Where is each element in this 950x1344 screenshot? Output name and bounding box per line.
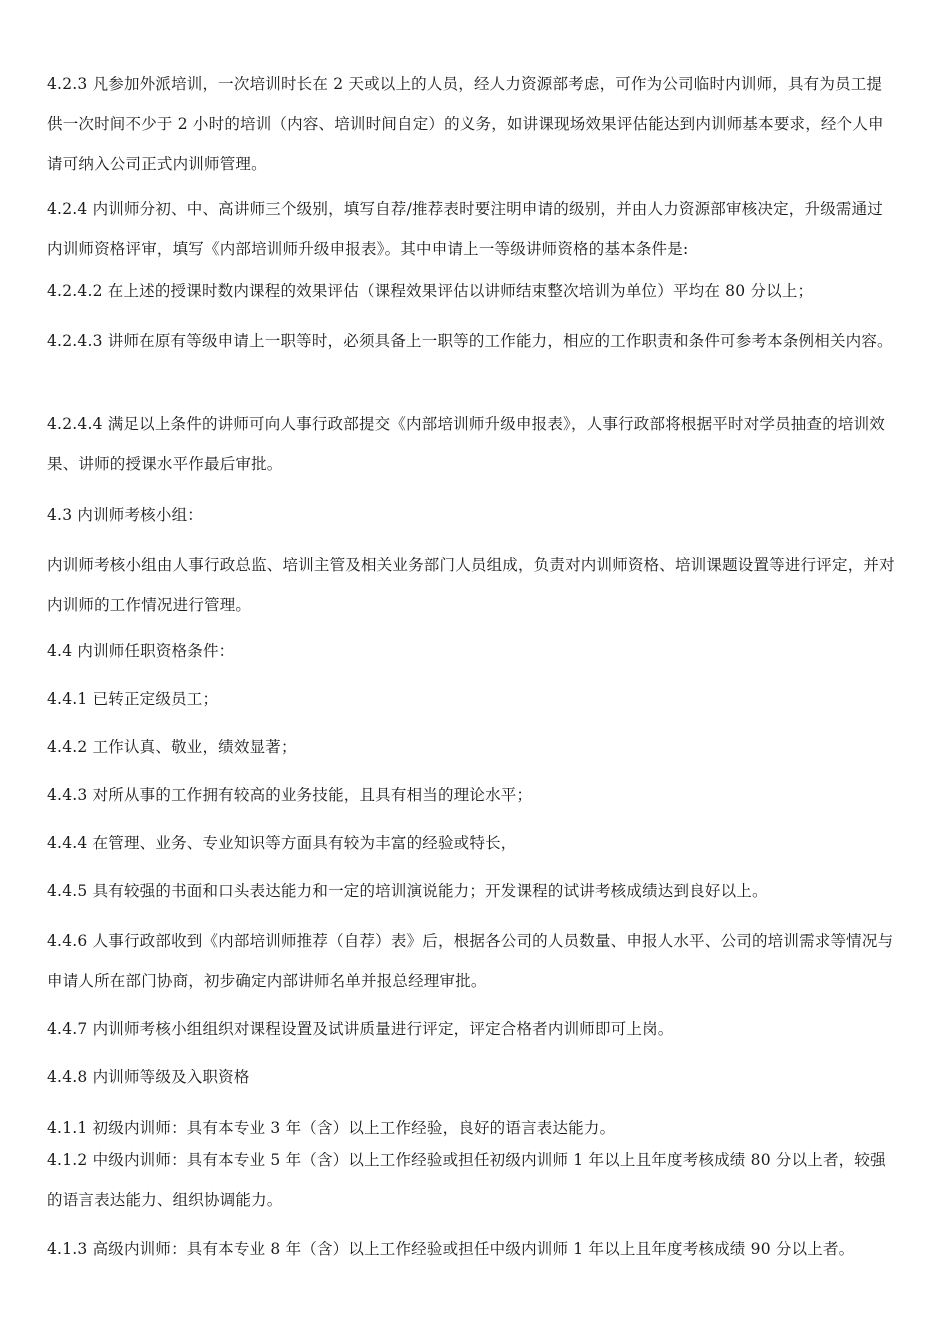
paragraph-4-4-2: 4.4.2 工作认真、敬业，绩效显著；	[47, 738, 297, 756]
paragraph-4-4-5: 4.4.5 具有较强的书面和口头表达能力和一定的培训演说能力；开发课程的试讲考核成绩达到良好以上。	[47, 882, 768, 900]
paragraph-4-4-1: 4.4.1 已转正定级员工；	[47, 690, 219, 708]
paragraph-4-4-8: 4.4.8 内训师等级及入职资格	[47, 1068, 250, 1086]
paragraph-4-2-4-4: 4.2.4.4 满足以上条件的讲师可向人事行政部提交《内部培训师升级申报表》，人事行政部将根据平时对学员抽查的培训效果、讲师的授课水平作最后审批。	[47, 415, 886, 473]
paragraph-4-2-4-2: 4.2.4.2 在上述的授课时数内课程的效果评估（课程效果评估以讲师结束整次培训为单位）平均在 80 分以上；	[47, 282, 814, 300]
paragraph-4-4-6: 4.4.6 人事行政部收到《内部培训师推荐（自荐）表》后，根据各公司的人员数量、申报人水平、公司的培训需求等情况与申请人所在部门协商，初步确定内部讲师名单并报总经理审批。	[47, 932, 894, 990]
paragraph-4-2-4-3: 4.2.4.3 讲师在原有等级申请上一职等时，必须具备上一职等的工作能力，相应的工作职责和条件可参考本条例相关内容。	[47, 332, 893, 350]
paragraph-4-1-3: 4.1.3 高级内训师：具有本专业 8 年（含）以上工作经验或担任中级内训师 1 年以上且年度考核成绩 90 分以上者。	[47, 1240, 855, 1258]
paragraph-4-2-3: 4.2.3 凡参加外派培训，一次培训时长在 2 天或以上的人员，经人力资源部考虑，可作为公司临时内训师，具有为员工提供一次时间不少于 2 小时的培训（内容、培训时间自定）的义务，如讲课现场效果评估能达到内训师基本要求，经个人申请可纳入公司正式内训师管理。	[47, 75, 884, 173]
paragraph-4-3-body: 内训师考核小组由人事行政总监、培训主管及相关业务部门人员组成，负责对内训师资格、培训课题设置等进行评定，并对内训师的工作情况进行管理。	[47, 556, 895, 614]
paragraph-4-4-4: 4.4.4 在管理、业务、专业知识等方面具有较为丰富的经验或特长，	[47, 834, 517, 852]
paragraph-4-1-1: 4.1.1 初级内训师：具有本专业 3 年（含）以上工作经验，良好的语言表达能力。	[47, 1119, 616, 1137]
paragraph-4-2-4: 4.2.4 内训师分初、中、高讲师三个级别，填写自荐/推荐表时要注明申请的级别，并由人力资源部审核决定，升级需通过内训师资格评审，填写《内部培训师升级申报表》。其中申请上一等级讲师资格的基本条件是:	[47, 200, 883, 258]
section-heading-4-4: 4.4 内训师任职资格条件：	[47, 642, 235, 660]
section-heading-4-3: 4.3 内训师考核小组：	[47, 506, 203, 524]
paragraph-4-1-2: 4.1.2 中级内训师：具有本专业 5 年（含）以上工作经验或担任初级内训师 1 年以上且年度考核成绩 80 分以上者，较强的语言表达能力、组织协调能力。	[47, 1151, 886, 1209]
paragraph-4-4-3: 4.4.3 对所从事的工作拥有较高的业务技能，且具有相当的理论水平；	[47, 786, 533, 804]
paragraph-4-4-7: 4.4.7 内训师考核小组组织对课程设置及试讲质量进行评定，评定合格者内训师即可上岗。	[47, 1020, 674, 1038]
